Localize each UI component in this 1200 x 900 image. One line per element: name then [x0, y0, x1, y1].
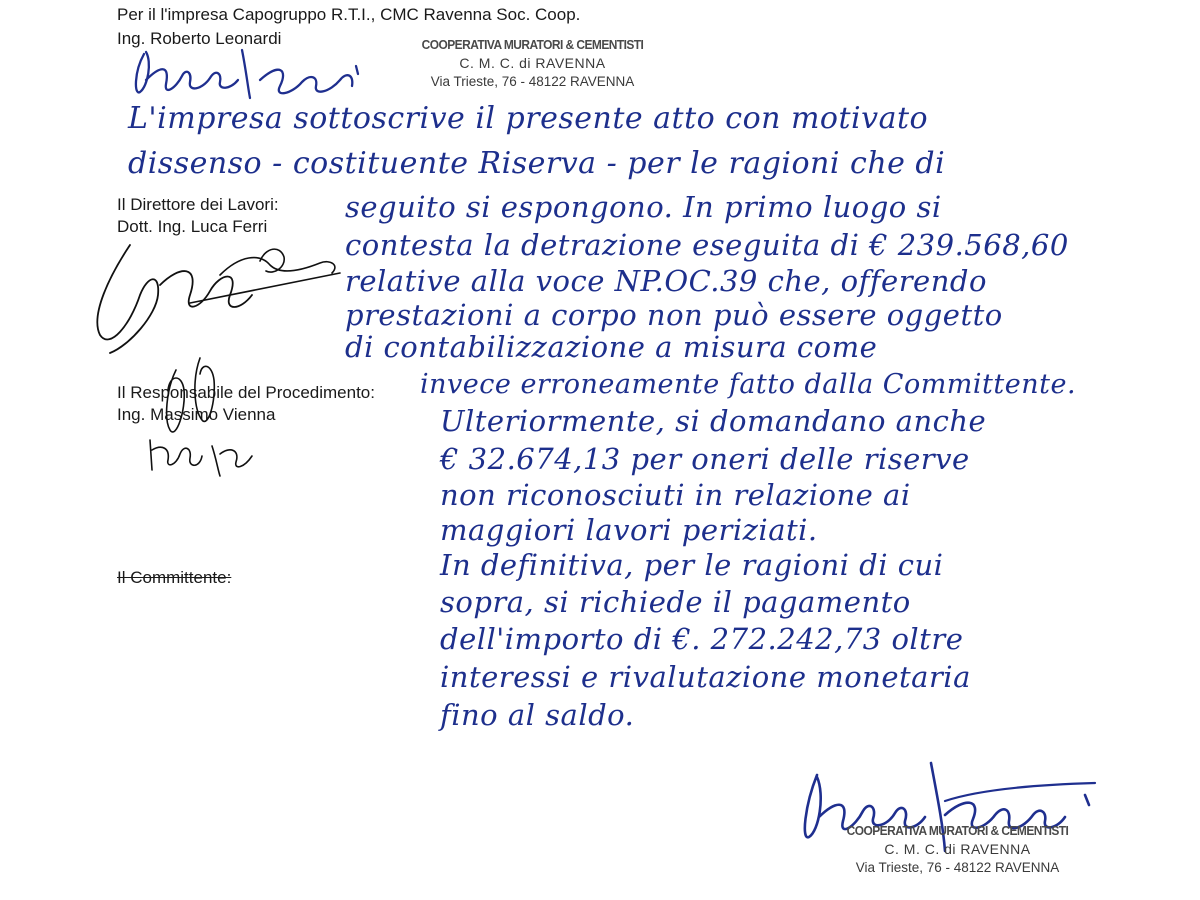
handwritten-line: non riconosciuti in relazione ai [440, 478, 911, 512]
client-role: Il Committente: [117, 568, 232, 587]
handwritten-line: fino al saldo. [440, 698, 635, 732]
signatory-name: Ing. Roberto Leonardi [117, 29, 282, 48]
procedure-manager-role: Il Responsabile del Procedimento: [117, 383, 375, 402]
handwritten-line: dell'importo di €. 272.242,73 oltre [440, 622, 964, 656]
handwritten-line: dissenso - costituente Riserva - per le ragioni che di [128, 146, 946, 181]
company-header: Per il l'impresa Capogruppo R.T.I., CMC Ravenna Soc. Coop. [117, 5, 581, 24]
stamp-cooperative-name: COOPERATIVA MURATORI & CEMENTISTI [846, 823, 1069, 838]
signature-leonardi-top [130, 40, 380, 110]
procedure-manager-name: Ing. Massimo Vienna [117, 405, 276, 424]
company-stamp-bottom [815, 823, 1100, 875]
director-name: Dott. Ing. Luca Ferri [117, 217, 268, 236]
handwritten-line: sopra, si richiede il pagamento [440, 585, 911, 619]
handwritten-line: Ulteriormente, si domandano anche [440, 404, 987, 438]
handwritten-line: invece erroneamente fatto dalla Committente. [420, 369, 1077, 400]
handwritten-line: € 32.674,13 per oneri delle riserve [440, 442, 970, 476]
handwritten-line: interessi e rivalutazione monetaria [440, 660, 971, 694]
stamp-cmc-ravenna: C. M. C. di RAVENNA [459, 55, 606, 71]
stamp-cmc-ravenna: C. M. C. di RAVENNA [884, 841, 1031, 857]
handwritten-line: prestazioni a corpo non può essere oggetto [345, 298, 1003, 332]
company-stamp-top [390, 37, 675, 89]
handwritten-line: relative alla voce NP.OC.39 che, offerendo [345, 264, 987, 298]
handwritten-line: maggiori lavori periziati. [440, 513, 818, 547]
handwritten-line: L'impresa sottoscrive il presente atto con motivato [128, 101, 929, 136]
stamp-cooperative-name: COOPERATIVA MURATORI & CEMENTISTI [421, 37, 644, 52]
handwritten-line: seguito si espongono. In primo luogo si [345, 190, 942, 224]
signature-ferri [70, 225, 350, 365]
handwritten-line: di contabilizzazione a misura come [345, 330, 878, 364]
stamp-address: Via Trieste, 76 - 48122 RAVENNA [855, 860, 1060, 875]
handwritten-line: In definitiva, per le ragioni di cui [440, 548, 944, 582]
stamp-address: Via Trieste, 76 - 48122 RAVENNA [430, 74, 635, 89]
signature-vienna [140, 350, 270, 480]
handwritten-line: contesta la detrazione eseguita di € 239.568,60 [345, 228, 1069, 262]
director-role: Il Direttore dei Lavori: [117, 195, 279, 214]
